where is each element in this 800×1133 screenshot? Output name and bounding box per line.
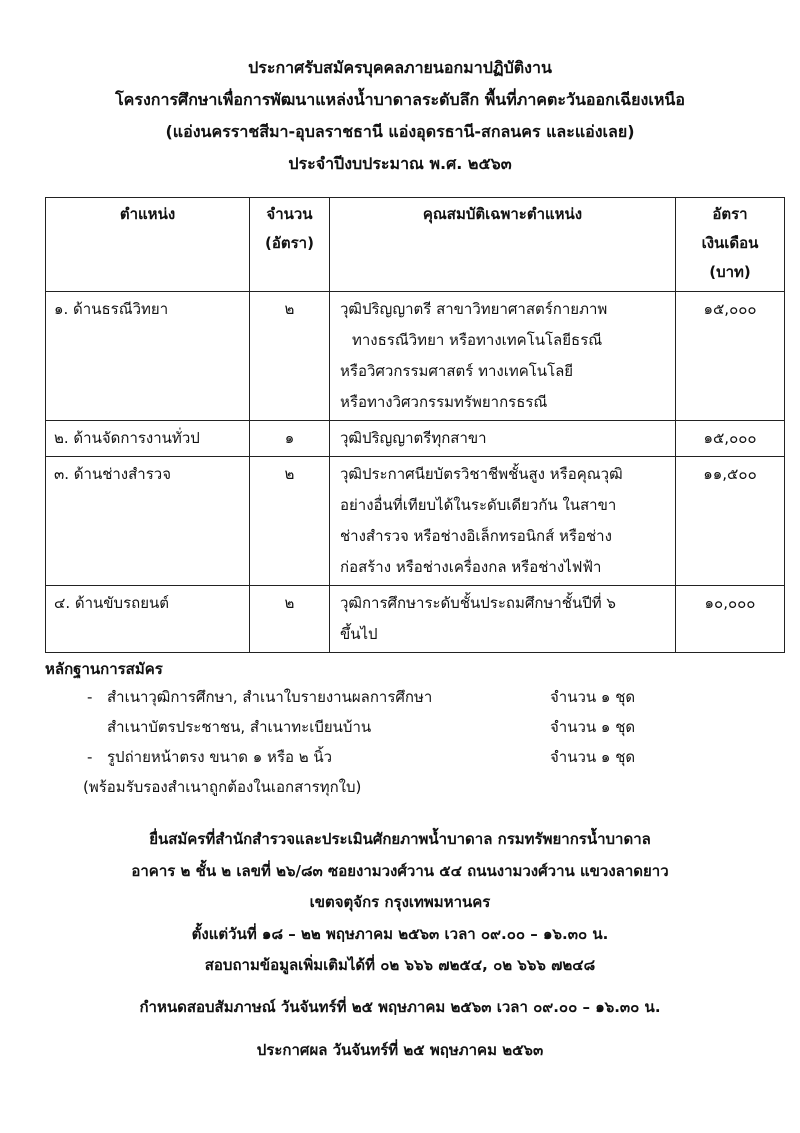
- qualification-line: วุฒิปริญญาตรีทุกสาขา: [340, 429, 487, 447]
- salary-cell: ๑๕,๐๐๐: [676, 292, 785, 421]
- table-row: [46, 586, 785, 653]
- title-line-1: ประกาศรับสมัครบุคคลภายนอกมาปฏิบัติงาน: [248, 58, 552, 77]
- document-text: รูปถ่ายหน้าตรง ขนาด ๑ หรือ ๒ นิ้ว: [107, 748, 333, 766]
- qualification-line: วุฒิการศึกษาระดับชั้นประถมศึกษาชั้นปีที่ ๖: [340, 594, 616, 612]
- count-cell: ๒: [250, 457, 330, 586]
- salary-cell: ๑๑,๕๐๐: [676, 457, 785, 586]
- apply-dates-line: ตั้งแต่วันที่ ๑๘ – ๒๒ พฤษภาคม ๒๕๖๓ เวลา ๐๙.๐๐ – ๑๖.๓๐ น.: [191, 924, 609, 943]
- apply-district-line: เขตจตุจักร กรุงเทพมหานคร: [309, 893, 491, 911]
- list-bullet: -: [87, 688, 93, 706]
- count-cell: ๒: [250, 586, 330, 653]
- qualification-cell: [330, 586, 676, 653]
- qualification-line: ก่อสร้าง หรือช่างเครื่องกล หรือช่างไฟฟ้า: [340, 558, 602, 576]
- qualification-cell: [330, 457, 676, 586]
- qualification-line: ช่างสำรวจ หรือช่างอิเล็กทรอนิกส์ หรือช่าง: [340, 527, 612, 545]
- position-cell: ๑. ด้านธรณีวิทยา: [46, 292, 250, 421]
- table-header-row: [46, 198, 785, 292]
- apply-address-line: อาคาร ๒ ชั้น ๒ เลขที่ ๒๖/๘๓ ซอยงามวงศ์วาน ๕๔ ถนนงามวงศ์วาน แขวงลาดยาว: [131, 861, 669, 880]
- contact-phone-line: สอบถามข้อมูลเพิ่มเติมได้ที่ ๐๒ ๖๖๖ ๗๒๕๔, ๐๒ ๖๖๖ ๗๒๔๘: [204, 956, 596, 974]
- certification-note: (พร้อมรับรองสำเนาถูกต้องในเอกสารทุกใบ): [83, 778, 362, 796]
- document-quantity: จำนวน ๑ ชุด: [550, 748, 636, 766]
- count-cell: ๒: [250, 292, 330, 421]
- document-quantity: จำนวน ๑ ชุด: [550, 688, 636, 706]
- positions-table: [45, 197, 785, 653]
- count-cell: ๑: [250, 421, 330, 457]
- result-announcement-line: ประกาศผล วันจันทร์ที่ ๒๕ พฤษภาคม ๒๕๖๓: [256, 1041, 544, 1059]
- position-cell: ๓. ด้านช่างสำรวจ: [46, 457, 250, 586]
- position-cell: ๔. ด้านขับรถยนต์: [46, 586, 250, 653]
- table-row: [46, 292, 785, 421]
- list-item: [45, 682, 785, 712]
- title-line-2: โครงการศึกษาเพื่อการพัฒนาแหล่งน้ำบาดาลระดับลึก พื้นที่ภาคตะวันออกเฉียงเหนือ: [115, 90, 685, 109]
- qualification-line: ขึ้นไป: [340, 625, 378, 643]
- qualification-line: วุฒิประกาศนียบัตรวิชาชีพชั้นสูง หรือคุณวุฒิ: [340, 465, 623, 483]
- qualification-cell: [330, 421, 676, 457]
- position-cell: ๒. ด้านจัดการงานทั่วป: [46, 421, 250, 457]
- interview-date-line: กำหนดสอบสัมภาษณ์ วันจันทร์ที่ ๒๕ พฤษภาคม ๒๕๖๓ เวลา ๐๙.๐๐ – ๑๖.๓๐ น.: [139, 997, 661, 1016]
- apply-location-line: ยื่นสมัครที่สำนักสำรวจและประเมินศักยภาพน้ำบาดาล กรมทรัพยากรน้ำบาดาล: [149, 830, 651, 848]
- qualification-cell: [330, 292, 676, 421]
- table-row: [46, 457, 785, 586]
- note-row: [45, 772, 785, 802]
- list-item: [45, 742, 785, 772]
- title-line-3: (แอ่งนครราชสีมา-อุบลราชธานี แอ่งอุดรธานี-สกลนคร และแอ่งเลย): [165, 122, 635, 141]
- table-row: [46, 421, 785, 457]
- qualification-line: อย่างอื่นที่เทียบได้ในระดับเดียวกัน ในสาขา: [340, 496, 617, 514]
- header-qualification: คุณสมบัติเฉพาะตำแหน่ง: [330, 198, 676, 292]
- header-position: ตำแหน่ง: [46, 198, 250, 292]
- document-text: สำเนาวุฒิการศึกษา, สำเนาใบรายงานผลการศึกษา: [107, 688, 433, 706]
- title-line-4: ประจำปีงบประมาณ พ.ศ. ๒๕๖๓: [288, 154, 512, 173]
- announcement-title: [0, 52, 800, 180]
- list-item: [45, 712, 785, 742]
- document-text: สำเนาบัตรประชาชน, สำเนาทะเบียนบ้าน: [107, 718, 372, 736]
- salary-cell: ๑๐,๐๐๐: [676, 586, 785, 653]
- qualification-line: ทางธรณีวิทยา หรือทางเทคโนโลยีธรณี: [352, 331, 603, 349]
- header-count: จำนวน (อัตรา): [250, 198, 330, 292]
- qualification-line: หรือวิศวกรรมศาสตร์ ทางเทคโนโลยี: [340, 362, 574, 380]
- qualification-line: หรือทางวิศวกรรมทรัพยากรธรณี: [340, 393, 548, 411]
- application-info: [0, 824, 800, 1067]
- document-quantity: จำนวน ๑ ชุด: [550, 718, 636, 736]
- qualification-line: วุฒิปริญญาตรี สาขาวิทยาศาสตร์กายภาพ: [340, 300, 608, 318]
- header-salary: อัตรา เงินเดือน (บาท): [676, 198, 785, 292]
- documents-title: หลักฐานการสมัคร: [45, 660, 163, 678]
- list-bullet: -: [87, 748, 93, 766]
- application-documents: [45, 656, 785, 802]
- salary-cell: ๑๕,๐๐๐: [676, 421, 785, 457]
